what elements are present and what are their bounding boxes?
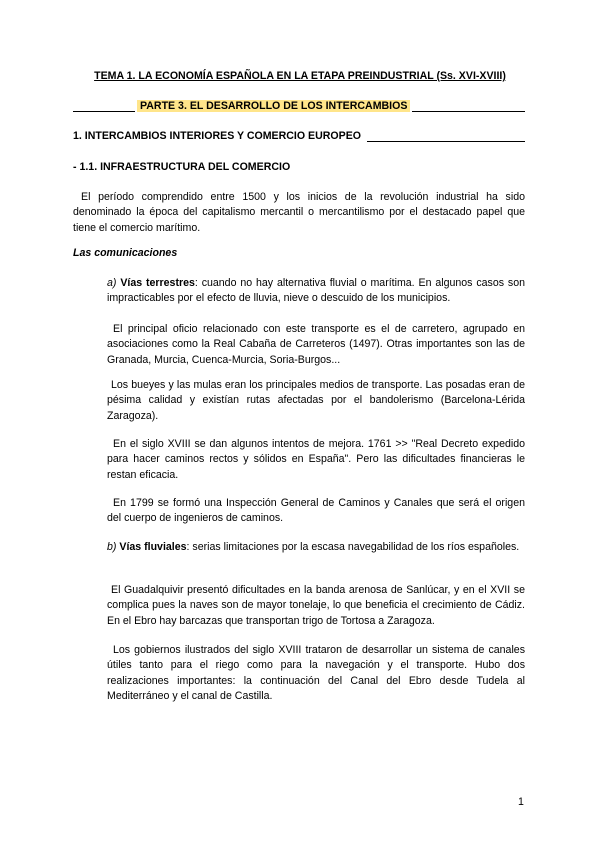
list-marker: b) [107,541,117,553]
fluviales-text: : serias limitaciones por la escasa navegabilidad de los ríos españoles. [186,541,520,553]
fluviales-label: Vías fluviales [119,541,187,553]
list-marker: a) [107,277,117,289]
part-title: PARTE 3. EL DESARROLLO DE LOS INTERCAMBIOS [137,100,410,112]
terrestres-paragraph [107,276,525,307]
page-number: 1 [518,796,524,808]
underline-rule-right [412,100,525,112]
underline-rule [367,130,525,142]
section-title: 1. INTERCAMBIOS INTERIORES Y COMERCIO EUROPEO [73,130,362,142]
fluviales-paragraph [107,540,525,555]
gobiernos-paragraph: Los gobiernos ilustrados del siglo XVIII trataron de desarrollar un sistema de canales útiles tanto para el riego como para la navegación y el transporte. Hubo dos realizaciones importantes: la continuación del Canal del Ebro desde Tudela al Mediterráneo y el canal de Castilla. [107,644,525,703]
inspeccion-paragraph: En 1799 se formó una Inspección General de Caminos y Canales que será el origen del cuerpo de ingenieros de caminos. [107,497,525,525]
intro-paragraph: El período comprendido entre 1500 y los inicios de la revolución industrial ha sido denominado la época del capitalismo mercantil o mercantilismo por el destacado papel que tiene el comercio marítimo. [73,191,525,234]
title-text: TEMA 1. LA ECONOMÍA ESPAÑOLA EN LA ETAPA PREINDUSTRIAL (Ss. XVI-XVIII) [94,70,506,82]
guadalquivir-paragraph: El Guadalquivir presentó dificultades en la banda arenosa de Sanlúcar, y en el XVII se complica pues la naves son de mayor tonelaje, lo que beneficia el crecimiento de Cádiz. En el Ebro hay barcazas que transportan trigo de Tortosa a Zaragoza. [107,584,525,627]
carretero-paragraph: El principal oficio relacionado con este transporte es el de carretero, agrupado en asociaciones como la Real Cabaña de Carreteros (1497). Otras importantes son las de Granada, Murcia, Cuenca-Murcia, Soria-Burgos... [107,323,525,366]
part-heading-line [73,100,525,112]
siglo-xviii-paragraph: En el siglo XVIII se dan algunos intentos de mejora. 1761 >> "Real Decreto expedido para hacer caminos rectos y sólidos en España". Pero las dificultades financieras le restan eficacia. [107,438,525,481]
bueyes-paragraph: Los bueyes y las mulas eran los principales medios de transporte. Las posadas eran de pésima calidad y existían rutas afectadas por el bandolerismo (Barcelona-Lérida Zaragoza). [107,379,525,422]
document-title [0,70,600,82]
terrestres-text: : cuando no hay alternativa fluvial o marítima. En algunos casos son impracticables por el efecto de lluvia, nieve o descuido de los municipios. [107,277,525,305]
underline-rule-left [73,100,135,112]
section-heading-line [73,130,525,142]
subsection-title: - 1.1. INFRAESTRUCTURA DEL COMERCIO [73,161,291,173]
comunicaciones-heading: Las comunicaciones [73,247,178,259]
terrestres-label: Vías terrestres [120,277,195,289]
